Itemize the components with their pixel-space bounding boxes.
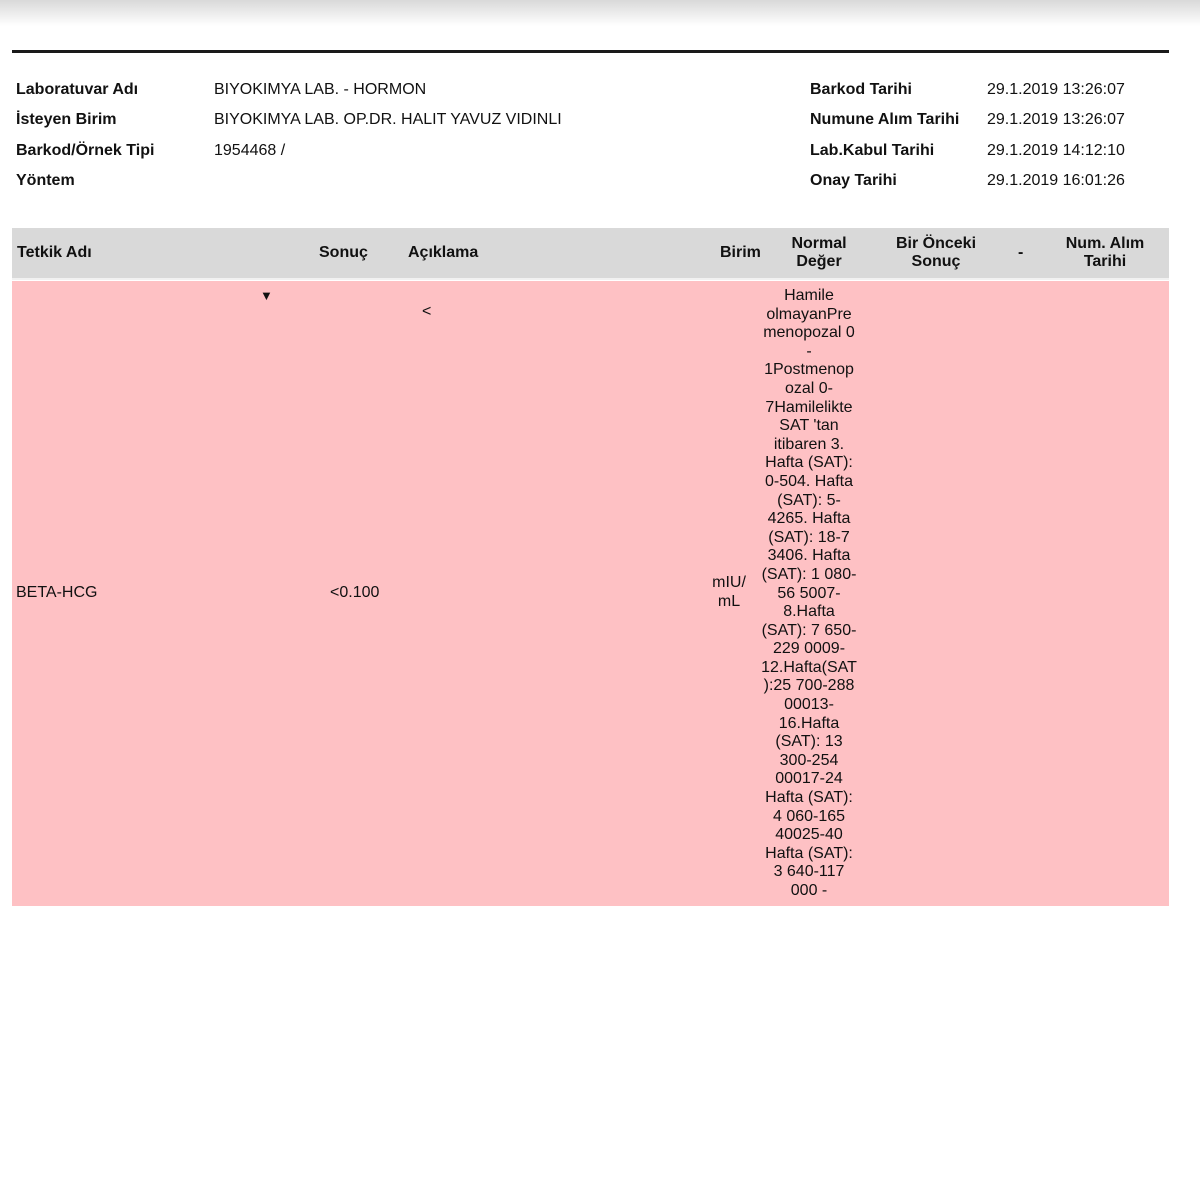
- value-isteyen-birim: BIYOKIMYA LAB. OP.DR. HALIT YAVUZ VIDINLI: [214, 111, 562, 128]
- row-birim: [712, 574, 746, 611]
- value-onay-tarihi: 29.1.2019 16:01:26: [987, 172, 1125, 189]
- column-normal-deger-line1: Normal: [791, 235, 847, 252]
- label-numune-alim-tarihi: Numune Alım Tarihi: [810, 111, 960, 128]
- value-numune-alim-tarihi: 29.1.2019 13:26:07: [987, 111, 1125, 128]
- value-laboratuvar-adi: BIYOKIMYA LAB. - HORMON: [214, 81, 427, 98]
- column-normal-deger: [779, 235, 859, 271]
- results-table-header: [12, 228, 1169, 280]
- column-num-alim-tarihi-line1: Num. Alım: [1065, 235, 1145, 252]
- column-aciklama: Açıklama: [408, 244, 479, 261]
- row-birim-line2: mL: [717, 592, 741, 610]
- row-tetkik-adi: BETA-HCG: [16, 584, 98, 601]
- row-aciklama: <: [422, 303, 432, 320]
- value-barkod-tarihi: 29.1.2019 13:26:07: [987, 81, 1125, 98]
- top-shadow: [0, 0, 1200, 26]
- column-bir-onceki-sonuc-line1: Bir Önceki: [895, 235, 977, 252]
- table-row: [12, 281, 1169, 906]
- label-laboratuvar-adi: Laboratuvar Adı: [16, 81, 139, 98]
- column-normal-deger-line2: Değer: [796, 253, 842, 270]
- row-birim-line1: mIU/: [712, 574, 746, 591]
- column-birim: Birim: [720, 244, 761, 261]
- column-bir-onceki-sonuc: [886, 235, 986, 271]
- value-barkod-ornek-tipi: 1954468 /: [214, 142, 286, 159]
- value-lab-kabul-tarihi: 29.1.2019 14:12:10: [987, 142, 1125, 159]
- column-num-alim-tarihi: [1055, 235, 1155, 271]
- column-sonuc: Sonuç: [319, 244, 368, 261]
- label-yontem: Yöntem: [16, 172, 75, 189]
- label-barkod-ornek-tipi: Barkod/Örnek Tipi: [16, 142, 155, 159]
- label-onay-tarihi: Onay Tarihi: [810, 172, 897, 189]
- label-barkod-tarihi: Barkod Tarihi: [810, 81, 912, 98]
- header-rule: [12, 50, 1169, 53]
- row-sonuc: <0.100: [330, 584, 380, 601]
- label-isteyen-birim: İsteyen Birim: [16, 111, 117, 128]
- row-marker-icon: ▼: [260, 288, 273, 303]
- column-bir-onceki-sonuc-line2: Sonuç: [911, 253, 961, 270]
- column-dash: -: [1018, 244, 1024, 261]
- row-normal-deger: Hamile olmayanPre menopozal 0 - 1Postmenop ozal 0- 7Hamilelikte SAT 'tan itibaren 3. Hafta (SAT): 0-504. Hafta (SAT): 5- 4265. Hafta (SAT): 18-7 3406. Hafta (SAT): 1 080- 56 5007- 8.Hafta (SAT): 7 650- 229 0009- 12.Hafta(SAT ):25 700-288 00013- 16.Hafta (SAT): 13 300-254 00017-24 Hafta (SAT): 4 060-165 40025-40 Hafta (SAT): 3 640-117 000 -: [761, 287, 857, 899]
- column-num-alim-tarihi-line2: Tarihi: [1083, 253, 1127, 270]
- column-tetkik-adi: Tetkik Adı: [17, 244, 92, 261]
- label-lab-kabul-tarihi: Lab.Kabul Tarihi: [810, 142, 935, 159]
